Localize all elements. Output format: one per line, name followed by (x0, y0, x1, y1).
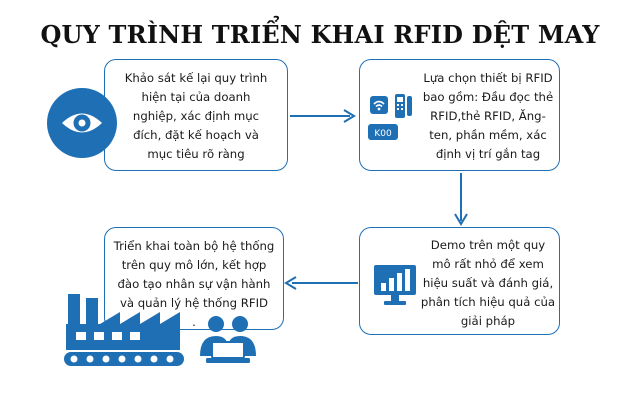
rfid-devices-icon (366, 92, 418, 144)
step-1-line: Khảo sát kế lại quy trình (124, 71, 268, 85)
step-3-line: phân tích hiệu quả của (420, 295, 556, 309)
step-2-line: ten, phần mềm, xác (429, 128, 547, 142)
factory-icon (60, 288, 192, 368)
step-3-text (418, 236, 558, 331)
step-1-line: đích, đặt kế hoạch và (133, 128, 259, 142)
step-4-line: và quản lý hệ thống RFID (119, 296, 269, 310)
monitor-chart-icon (372, 263, 418, 307)
step-2-line: định vị trí gắn tag (435, 147, 541, 161)
step-4-line: . (192, 315, 196, 329)
eye-icon (47, 88, 117, 158)
arrow-right-icon (288, 108, 360, 124)
step-3-line: mô rất nhỏ để xem (432, 257, 544, 271)
step-3-line: giải pháp (460, 314, 516, 328)
step-3-line: Demo trên một quy (430, 238, 546, 252)
step-2-text (418, 69, 558, 164)
step-2-line: RFID,thẻ RFID, Ăng- (430, 109, 546, 123)
step-1-line: hiện tại của doanh (141, 90, 251, 104)
tag-label: K00 (374, 129, 392, 139)
step-4-line: đào tạo nhân sự vận hành (117, 277, 271, 291)
step-2-line: bao gồm: Đầu đọc thẻ (422, 90, 554, 104)
team-laptop-icon (198, 314, 258, 368)
step-1-text (110, 69, 282, 164)
step-1-line: mục tiêu rõ ràng (147, 147, 245, 161)
step-4-line: trên quy mô lớn, kết hợp (121, 258, 267, 272)
step-3-line: hiệu suất và đánh giá, (422, 276, 554, 290)
step-2-line: Lựa chọn thiết bị RFID (423, 71, 553, 85)
arrow-down-icon (453, 171, 469, 227)
step-4-line: Triển khai toàn bộ hệ thống (113, 239, 275, 253)
step-1-line: nghiệp, xác định mục (132, 109, 260, 123)
diagram-title: QUY TRÌNH TRIỂN KHAI RFID DỆT MAY (40, 20, 600, 49)
arrow-left-icon (284, 275, 360, 291)
